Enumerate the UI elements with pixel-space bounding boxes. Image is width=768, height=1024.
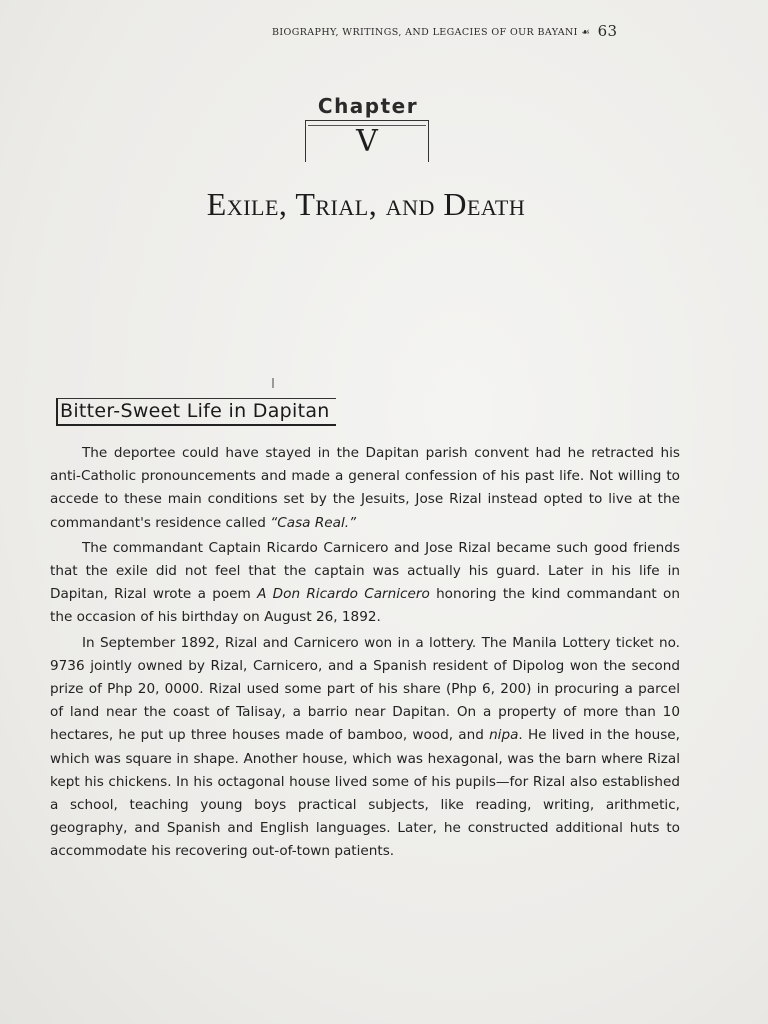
chapter-label: Chapter <box>317 94 419 118</box>
running-title: BIOGRAPHY, WRITINGS, AND LEGACIES OF OUR BAYANI <box>272 27 578 38</box>
running-header <box>272 22 617 40</box>
scan-mark <box>272 378 274 388</box>
section-heading-frame <box>56 398 336 426</box>
paragraph-1: The deportee could have stayed in the Dapitan parish convent had he retracted his anti-Catholic pronouncements and made a general confession of his past life. Not willing to accede to these main conditions set by the Jesuits, Jose Rizal instead opted to live at the commandant's residence called “Casa Real.” <box>50 445 680 531</box>
section-heading-text: Bitter-Sweet Life in Dapitan <box>60 400 330 422</box>
section-heading <box>56 398 336 426</box>
ornament-icon: ☙ <box>581 27 591 38</box>
page-number: 63 <box>597 22 618 40</box>
body-text <box>50 442 680 866</box>
chapter-title: Exile, Trial, and Death <box>206 186 526 222</box>
paragraph-3: In September 1892, Rizal and Carnicero won in a lottery. The Manila Lottery ticket no. 9736 jointly owned by Rizal, Carnicero, and a Spanish resident of Dipolog won the second prize of Php 20, 0000. Rizal used some part of his share (Php 6, 200) in procuring a parcel of land near the coast of Talisay, a barrio near Dapitan. On a property of more than 10 hectares, he put up three houses made of bamboo, wood, and nipa. He lived in the house, which was square in shape. Another house, which was hexagonal, was the barn where Rizal kept his chickens. In his octagonal house lived some of his pupils—for Rizal also established a school, teaching young boys practical subjects, like reading, writing, arithmetic, geography, and Spanish and English languages. Later, he constructed additional huts to accommodate his recovering out-of-town patients. <box>50 634 680 860</box>
paragraph-2: The commandant Captain Ricardo Carnicero and Jose Rizal became such good friends that the exile did not feel that the captain was actually his guard. Later in his life in Dapitan, Rizal wrote a poem A Don Ricardo Carnicero honoring the kind commandant on the occasion of his birthday on August 26, 1892. <box>50 539 680 626</box>
chapter-number: V <box>356 124 378 159</box>
